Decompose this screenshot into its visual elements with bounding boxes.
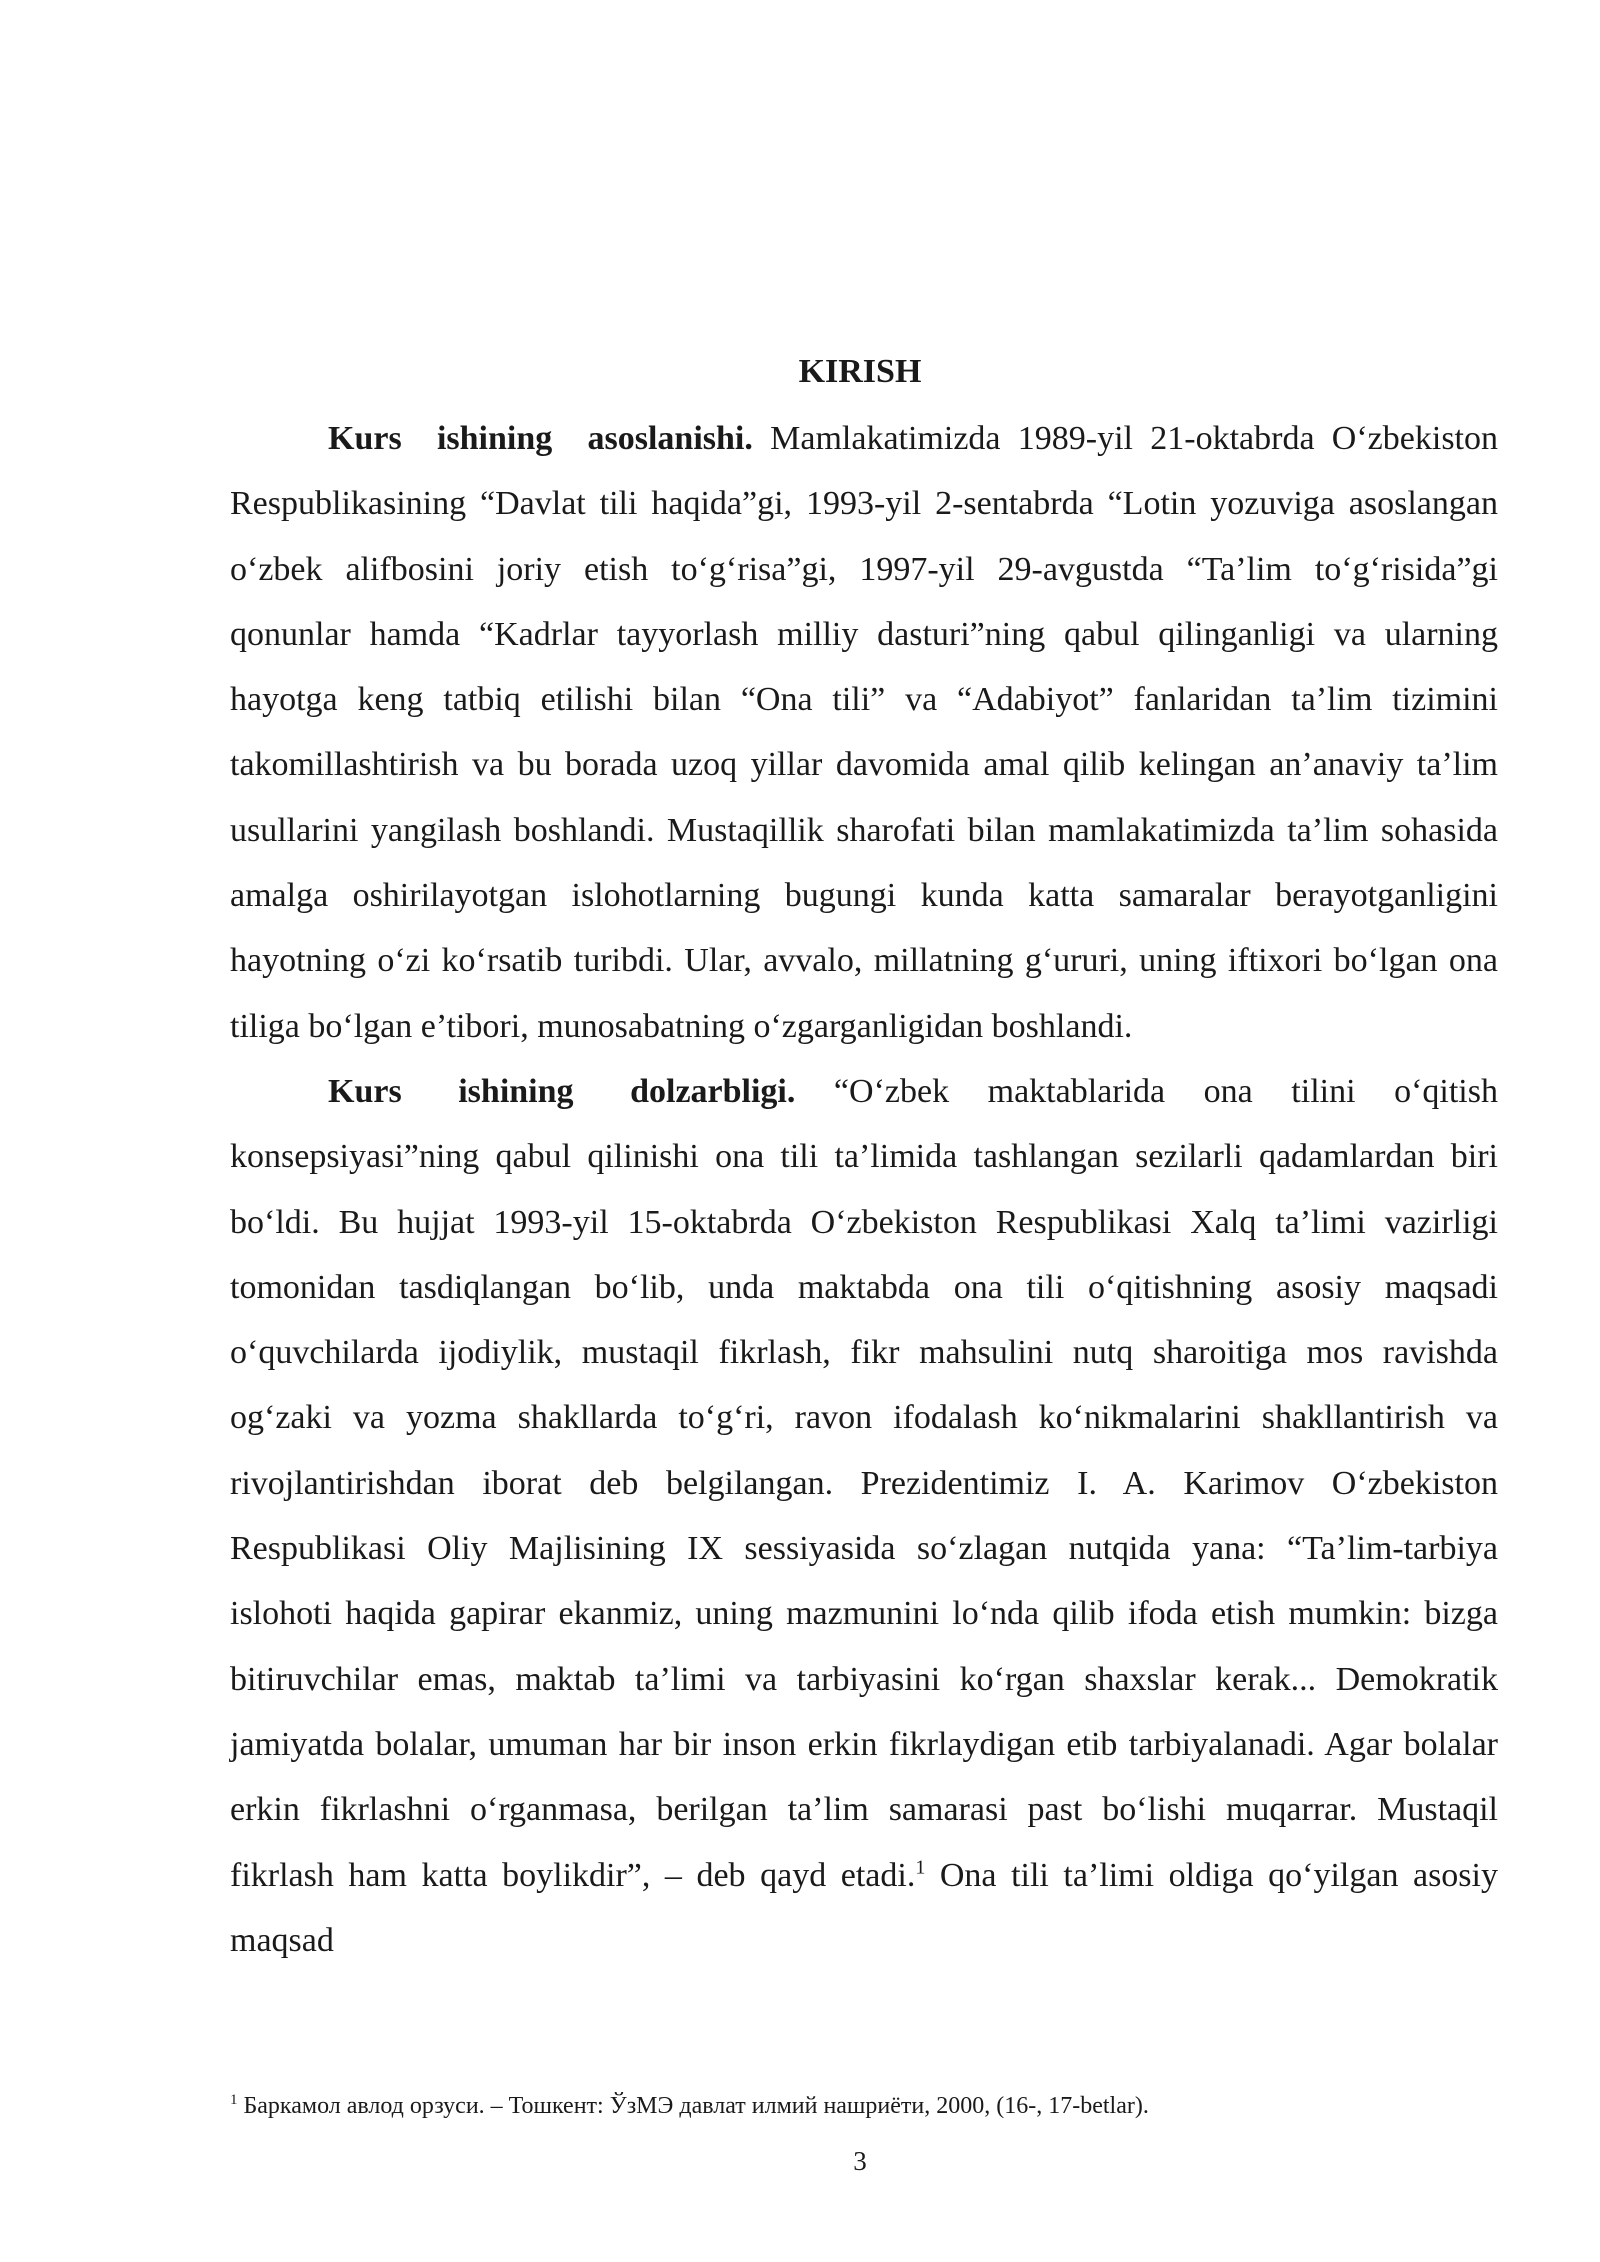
page-number: 3 <box>853 2146 867 2176</box>
paragraph-substantiation <box>230 406 1498 1059</box>
paragraph-relevance <box>230 1059 1498 1973</box>
body-text <box>230 406 1498 1973</box>
footnote-text: Баркамол авлод орзуси. – Тошкент: ЎзМЭ давлат илмий нашриёти, 2000, (16-, 17-betlar). <box>237 2093 1149 2119</box>
paragraph-lead: Kurs ishining asoslanishi. <box>328 420 753 457</box>
paragraph-text: “O‘zbek maktablarida ona tilini o‘qitish konsepsiyasi”ning qabul qilinishi ona tili ta’limida tashlangan sezilarli qadamlardan biri bo‘ldi. Bu hujjat 1993-yil 15-oktabrda O‘zbekiston Respublikasi Xalq ta’limi vazirligi tomonidan tasdiqlangan bo‘lib, unda maktabda ona tili o‘qitishning asosiy maqsadi o‘quvchilarda ijodiylik, mustaqil fikrlash, fikr mahsulini nutq sharoitiga mos ravishda og‘zaki va yozma shakllarda to‘g‘ri, ravon ifodalash ko‘nikmalarini shakllantirish va rivojlantirishdan iborat deb belgilangan. Prezidentimiz I. A. Karimov O‘zbekiston Respublikasi Oliy Majlisining IX sessiyasida so‘zlagan nutqida yana: “Ta’lim-tarbiya islohoti haqida gapirar ekanmiz, uning mazmunini lo‘nda qilib ifoda etish mumkin: bizga bitiruvchilar emas, maktab ta’limi va tarbiyasini ko‘rgan shaxslar kerak... Demokratik jamiyatda bolalar, umuman har bir inson erkin fikrlaydigan etib tarbiyalanadi. Agar bolalar erkin fikrlashni o‘rganmasa, berilgan ta’lim samarasi past bo‘lishi muqarrar. Mustaqil fikrlash ham katta boylikdir”, – deb qayd etadi. <box>230 1072 1498 1894</box>
paragraph-text-continued: Ona tili ta’limi oldiga qo‘yilgan asosiy maqsad <box>230 1856 1498 1959</box>
paragraph-text: Mamlakatimizda 1989-yil 21-oktabrda O‘zbekiston Respublikasining “Davlat tili haqida”gi, 1993-yil 2-sentabrda “Lotin yozuviga asoslangan o‘zbek alifbosini joriy etish to‘g‘risa”gi, 1997-yil 29-avgustda “Ta’lim to‘g‘risida”gi qonunlar hamda “Kadrlar tayyorlash milliy dasturi”ning qabul qilinganligi va ularning hayotga keng tatbiq etilishi bilan “Ona tili” va “Adabiyot” fanlaridan ta’lim tizimini takomillashtirish va bu borada uzoq yillar davomida amal qilib kelingan an’anaviy ta’lim usullarini yangilash boshlandi. Mustaqillik sharofati bilan mamlakatimizda ta’lim sohasida amalga oshirilayotgan islohotlarning bugungi kunda katta samaralar berayotganligini hayotning o‘zi ko‘rsatib turibdi. Ular, avvalo, millatning g‘ururi, uning iftixori bo‘lgan ona tiliga bo‘lgan e’tibori, munosabatning o‘zgarganligidan boshlandi. <box>230 420 1498 1045</box>
paragraph-lead: Kurs ishining dolzarbligi. <box>328 1072 796 1110</box>
footnote <box>230 2090 1498 2122</box>
page-heading: KIRISH <box>798 353 922 390</box>
footnote-marker: 1 <box>230 2092 238 2108</box>
footnote-reference: 1 <box>915 1856 926 1879</box>
